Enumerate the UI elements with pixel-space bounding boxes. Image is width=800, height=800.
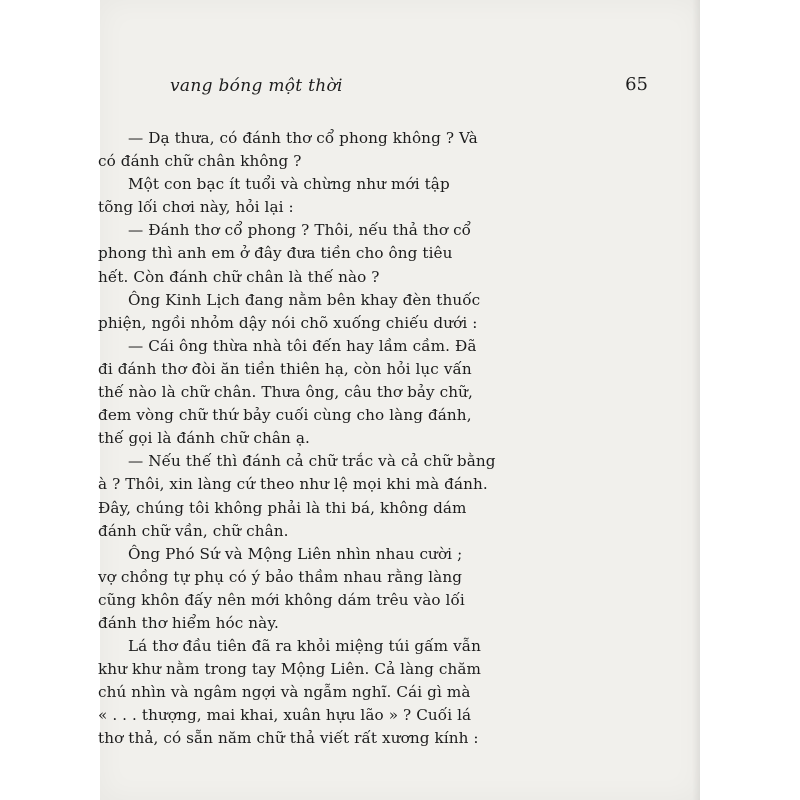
body-text <box>98 127 638 751</box>
text-line: — Cái ông thừa nhà tôi đến hay lầm cầm. Đã <box>128 336 477 355</box>
text-line: đánh chữ vần, chữ chân. <box>98 521 289 540</box>
page-number: 65 <box>625 74 648 95</box>
text-line: Đây, chúng tôi không phải là thi bá, không dám <box>98 498 467 517</box>
text-line: thế gọi là đánh chữ chân ạ. <box>98 429 310 448</box>
text-line: cũng khôn đấy nên mới không dám trêu vào lối <box>98 590 465 609</box>
text-line: vợ chồng tự phụ có ý bảo thầm nhau rằng làng <box>98 567 463 586</box>
text-line: — Nếu thế thì đánh cả chữ trắc và cả chữ bằng <box>128 452 496 471</box>
text-line: hết. Còn đánh chữ chân là thế nào ? <box>98 267 380 286</box>
text-line: — Dạ thưa, có đánh thơ cổ phong không ? Và <box>128 129 478 147</box>
text-line: chú nhìn và ngâm ngợi và ngẫm nghĩ. Cái gì mà <box>98 683 471 702</box>
text-line: Ông Phó Sứ và Mộng Liên nhìn nhau cười ; <box>128 544 463 563</box>
text-line: phiện, ngồi nhỏm dậy nói chõ xuống chiếu dưới : <box>98 313 478 332</box>
text-line: đánh thơ hiểm hóc này. <box>98 613 279 632</box>
text-line: — Đánh thơ cổ phong ? Thôi, nếu thả thơ cổ <box>128 221 472 240</box>
text-line: thơ thả, có sẵn năm chữ thả viết rất xương kính : <box>98 729 479 748</box>
running-title: vang bóng một thời <box>170 76 343 96</box>
text-line: à ? Thôi, xin làng cứ theo như lệ mọi khi mà đánh. <box>98 475 488 494</box>
text-line: « . . . thượng, mai khai, xuân hựu lão » ? Cuối lá <box>98 706 472 725</box>
page-edge-shadow <box>692 0 700 800</box>
text-line: phong thì anh em ở đây đưa tiền cho ông tiêu <box>98 244 453 263</box>
text-line: có đánh chữ chân không ? <box>98 152 302 171</box>
text-line: đem vòng chữ thứ bảy cuối cùng cho làng đánh, <box>98 406 472 425</box>
text-line: Một con bạc ít tuổi và chừng như mới tập <box>128 175 450 194</box>
text-line: tõng lối chơi này, hỏi lại : <box>98 198 294 217</box>
text-line: thế nào là chữ chân. Thưa ông, câu thơ bảy chữ, <box>98 383 473 402</box>
text-line: khư khư nằm trong tay Mộng Liên. Cả làng chăm <box>98 660 482 679</box>
text-line: Ông Kinh Lịch đang nằm bên khay đèn thuốc <box>128 290 481 309</box>
text-line: đi đánh thơ đòi ăn tiền thiên hạ, còn hỏi lục vấn <box>98 359 472 378</box>
text-line: Lá thơ đầu tiên đã ra khỏi miệng túi gấm vẫn <box>128 637 482 656</box>
